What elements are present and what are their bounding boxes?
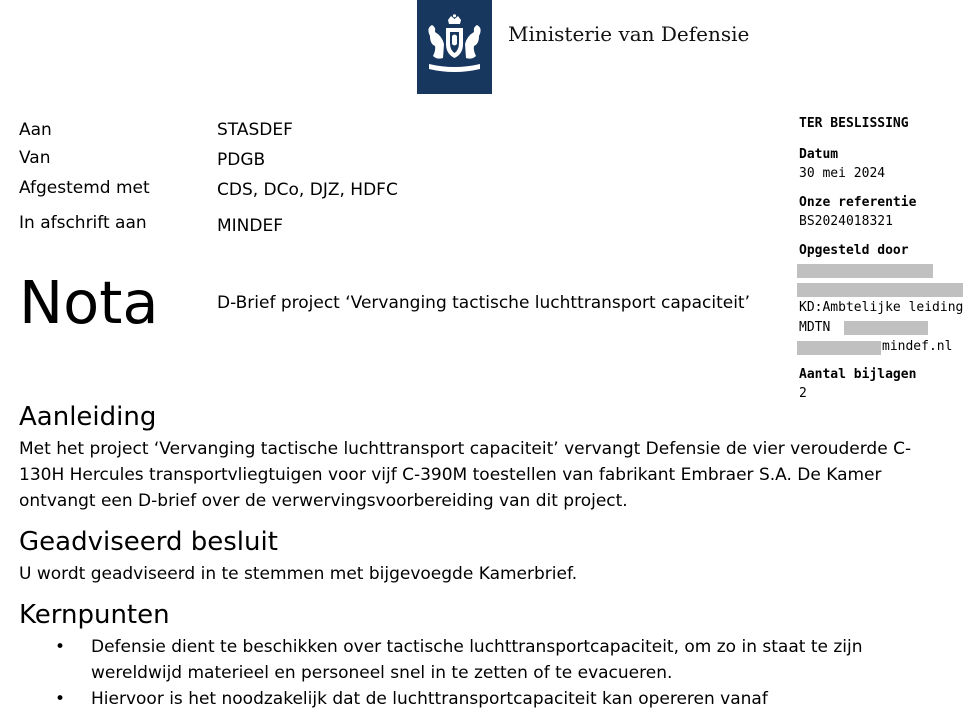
van-label: Van xyxy=(19,148,51,168)
bijlagen-value: 2 xyxy=(799,386,807,401)
mdtn-text: MDTN xyxy=(799,320,831,335)
ministry-logo xyxy=(417,0,492,94)
referentie-label: Onze referentie xyxy=(799,195,917,210)
datum-value: 30 mei 2024 xyxy=(799,166,886,181)
department-text: KD:Ambtelijke leiding xyxy=(799,300,964,315)
aanleiding-heading: Aanleiding xyxy=(19,402,157,432)
redaction-block xyxy=(797,283,963,297)
bijlagen-label: Aantal bijlagen xyxy=(799,367,917,382)
aan-value: STASDEF xyxy=(217,120,293,140)
email-domain: mindef.nl xyxy=(882,339,953,354)
kernpunten-list xyxy=(55,634,935,712)
afgestemd-label: Afgestemd met xyxy=(19,178,150,198)
besluit-text: U wordt geadviseerd in te stemmen met bijgevoegde Kamerbrief. xyxy=(19,564,578,584)
afschrift-value: MINDEF xyxy=(217,216,284,236)
coat-of-arms-icon xyxy=(421,14,488,76)
ministry-name: Ministerie van Defensie xyxy=(508,22,750,46)
kernpunten-heading: Kernpunten xyxy=(19,600,170,630)
aanleiding-text: Met het project ‘Vervanging tactische luchttransport capaciteit’ vervangt Defensie de vier verouderde C-130H Hercules transportvliegtuigen voor vijf C-390M toestellen van fabrikant Embraer S.A. De Kamer ontvangt een D-brief over de verwervingsvoorbereiding van dit project. xyxy=(19,439,912,511)
bullet-icon: • xyxy=(55,689,66,709)
aan-label: Aan xyxy=(19,120,52,140)
datum-label: Datum xyxy=(799,147,839,162)
redaction-block xyxy=(797,341,881,355)
besluit-heading: Geadviseerd besluit xyxy=(19,527,278,557)
redaction-block xyxy=(844,321,928,335)
van-value: PDGB xyxy=(217,150,266,170)
bullet-icon: • xyxy=(55,637,66,657)
page-title: Nota xyxy=(19,268,159,337)
redaction-block xyxy=(797,264,933,278)
list-item xyxy=(55,634,935,686)
list-item-text: Defensie dient te beschikken over tactische luchttransportcapaciteit, om zo in staat te zijn wereldwijd materieel en personeel snel in te zetten of te evacueren. xyxy=(91,637,863,683)
status-label: TER BESLISSING xyxy=(799,116,909,131)
list-item xyxy=(55,686,935,712)
referentie-value: BS2024018321 xyxy=(799,214,893,229)
list-item-text: Hiervoor is het noodzakelijk dat de luchttransportcapaciteit kan opereren vanaf xyxy=(91,689,768,709)
afschrift-label: In afschrift aan xyxy=(19,213,147,233)
afgestemd-value: CDS, DCo, DJZ, HDFC xyxy=(217,180,398,200)
opgesteld-label: Opgesteld door xyxy=(799,243,909,258)
subject-line: D-Brief project ‘Vervanging tactische luchttransport capaciteit’ xyxy=(217,293,751,313)
